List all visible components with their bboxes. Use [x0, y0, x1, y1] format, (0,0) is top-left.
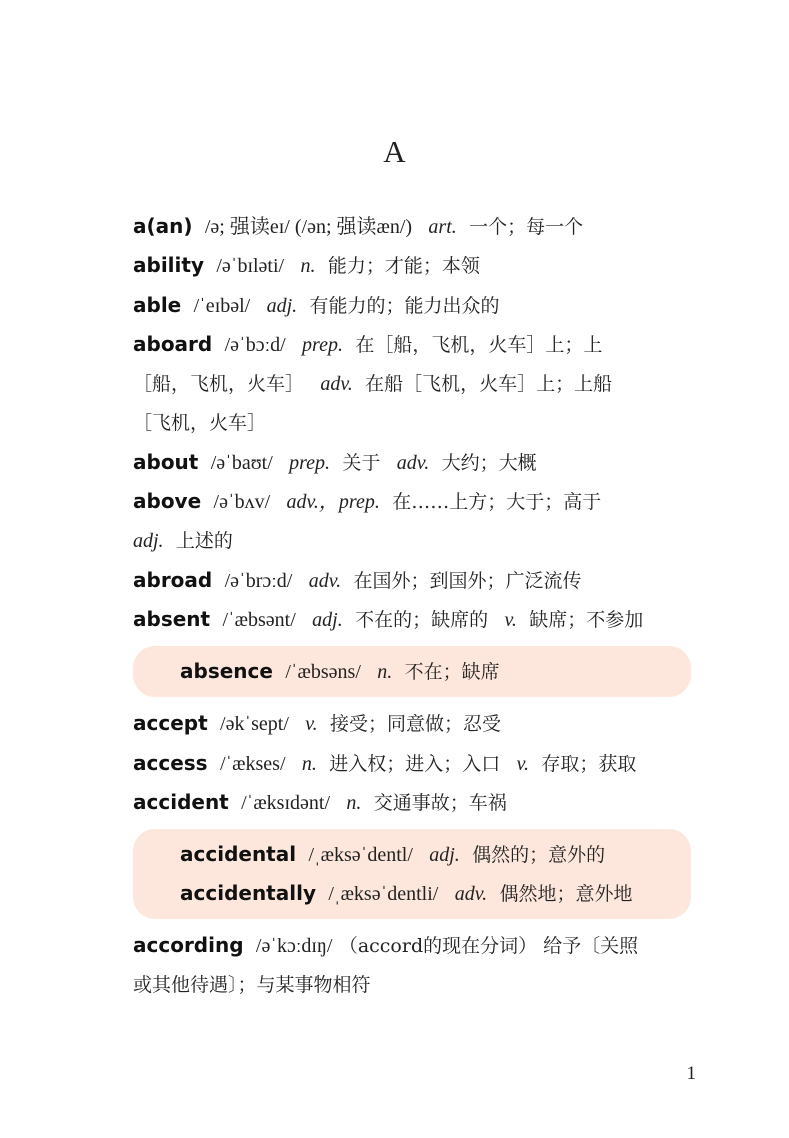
- entry-access: [133, 744, 691, 783]
- page-number: 1: [686, 1063, 696, 1084]
- headword: about: [133, 449, 199, 474]
- part-of-speech: n.: [346, 791, 362, 814]
- part-of-speech: art.: [428, 216, 457, 238]
- headword: accident: [133, 789, 229, 814]
- part-of-speech: adj.: [133, 530, 164, 553]
- part-of-speech: v.: [305, 713, 318, 736]
- part-of-speech: adv.: [320, 373, 353, 396]
- definition: 不在；缺席: [404, 661, 500, 684]
- definition: 能力；才能；本领: [327, 255, 480, 278]
- entry-accidental: [180, 835, 691, 874]
- phonetic: /əˈbrɔːd/: [224, 569, 293, 592]
- section-letter: A: [383, 134, 406, 169]
- definition: 上述的: [175, 530, 233, 553]
- phonetic: /əˈbaʊt/: [210, 451, 273, 474]
- headword: absence: [180, 659, 273, 684]
- headword: absent: [133, 606, 211, 631]
- headword: a(an): [133, 214, 193, 238]
- part-of-speech: adv.，prep.: [286, 491, 380, 514]
- phonetic: /əˈbɔːd/: [224, 333, 286, 356]
- entry-ability: [133, 246, 691, 285]
- entry-a-an: [133, 207, 691, 246]
- entry-above: [133, 482, 691, 521]
- definition: 存取；获取: [541, 752, 637, 775]
- phonetic: /əˈbɪləti/: [216, 255, 285, 278]
- definition: 偶然地；意外地: [499, 883, 633, 906]
- headword: accept: [133, 711, 208, 736]
- entry-aboard-continued: [133, 403, 691, 442]
- entry-above-continued: [133, 521, 691, 560]
- part-of-speech: adj.: [429, 844, 460, 867]
- phonetic: /əˈkɔːdɪŋ/: [255, 935, 333, 958]
- definition: （accord的现在分词） 给予〔关照: [338, 935, 639, 958]
- definition: 在［船，飞机，火车］上；上: [355, 333, 603, 356]
- phonetic: /ˈeɪbəl/: [193, 294, 251, 317]
- headword: accidental: [180, 842, 297, 867]
- phonetic: /əˈbʌv/: [213, 491, 271, 514]
- phonetic: /ˈæbsənt/: [222, 608, 296, 631]
- definition: 接受；同意做；忍受: [330, 713, 502, 736]
- phonetic: /ˌæksəˈdentli/: [328, 883, 439, 906]
- phonetic: /ˈæksɪdənt/: [241, 791, 330, 814]
- headword: abroad: [133, 567, 213, 592]
- entry-about: [133, 443, 691, 482]
- phonetic: /ˈæbsəns/: [285, 661, 361, 684]
- entry-abroad: [133, 561, 691, 600]
- part-of-speech: n.: [300, 255, 316, 278]
- dictionary-entries: [133, 207, 691, 1005]
- entry-accept: [133, 704, 691, 743]
- part-of-speech: v.: [516, 752, 530, 775]
- part-of-speech: adj.: [266, 294, 298, 317]
- part-of-speech: v.: [504, 608, 517, 631]
- definition: 在……上方；大于；高于: [392, 491, 602, 514]
- part-of-speech: adv.: [396, 451, 430, 474]
- definition: 一个；每一个: [469, 216, 584, 238]
- definition: 交通事故；车祸: [373, 791, 507, 814]
- headword: accidentally: [180, 881, 316, 906]
- phonetic: /ə; 强读eɪ/ (/ən; 强读æn/): [204, 216, 413, 238]
- entry-aboard: [133, 325, 691, 364]
- entry-according-continued: [133, 965, 691, 1004]
- headword: aboard: [133, 331, 213, 356]
- phonetic: /ˌæksəˈdentl/: [308, 844, 413, 867]
- entry-able: [133, 286, 691, 325]
- definition-continued: ［船，飞机，火车］: [133, 373, 305, 396]
- definition: 在船［飞机，火车］上；上船: [365, 373, 613, 396]
- part-of-speech: adv.: [308, 569, 342, 592]
- derived-word-box: [133, 829, 691, 919]
- entry-according: [133, 926, 691, 965]
- part-of-speech: prep.: [302, 333, 343, 356]
- phonetic: /əkˈsept/: [220, 713, 289, 736]
- definition: 缺席；不参加: [529, 608, 644, 631]
- headword: ability: [133, 253, 204, 278]
- entry-aboard-continued: [133, 364, 691, 403]
- headword: able: [133, 292, 182, 317]
- entry-accident: [133, 783, 691, 822]
- definition: 偶然的；意外的: [472, 844, 606, 867]
- definition: 关于: [342, 451, 381, 474]
- headword: above: [133, 489, 202, 514]
- part-of-speech: adj.: [312, 608, 343, 631]
- entry-accidentally: [180, 874, 691, 913]
- phonetic: /ˈækses/: [219, 752, 286, 775]
- part-of-speech: prep.: [289, 451, 331, 474]
- derived-word-box: [133, 646, 691, 697]
- definition: 不在的；缺席的: [355, 608, 489, 631]
- definition: 大约；大概: [441, 451, 537, 474]
- entry-absent: [133, 600, 691, 639]
- headword: according: [133, 933, 244, 958]
- definition: 进入权；进入；入口: [329, 752, 501, 775]
- part-of-speech: n.: [301, 752, 317, 775]
- entry-absence: [180, 652, 691, 691]
- part-of-speech: adv.: [454, 883, 488, 906]
- part-of-speech: n.: [377, 661, 393, 684]
- definition-continued: 或其他待遇〕；与某事物相符: [133, 974, 371, 997]
- definition: 有能力的；能力出众的: [309, 294, 500, 317]
- headword: access: [133, 750, 208, 775]
- definition-continued: ［飞机，火车］: [133, 412, 267, 435]
- definition: 在国外；到国外；广泛流传: [353, 569, 582, 592]
